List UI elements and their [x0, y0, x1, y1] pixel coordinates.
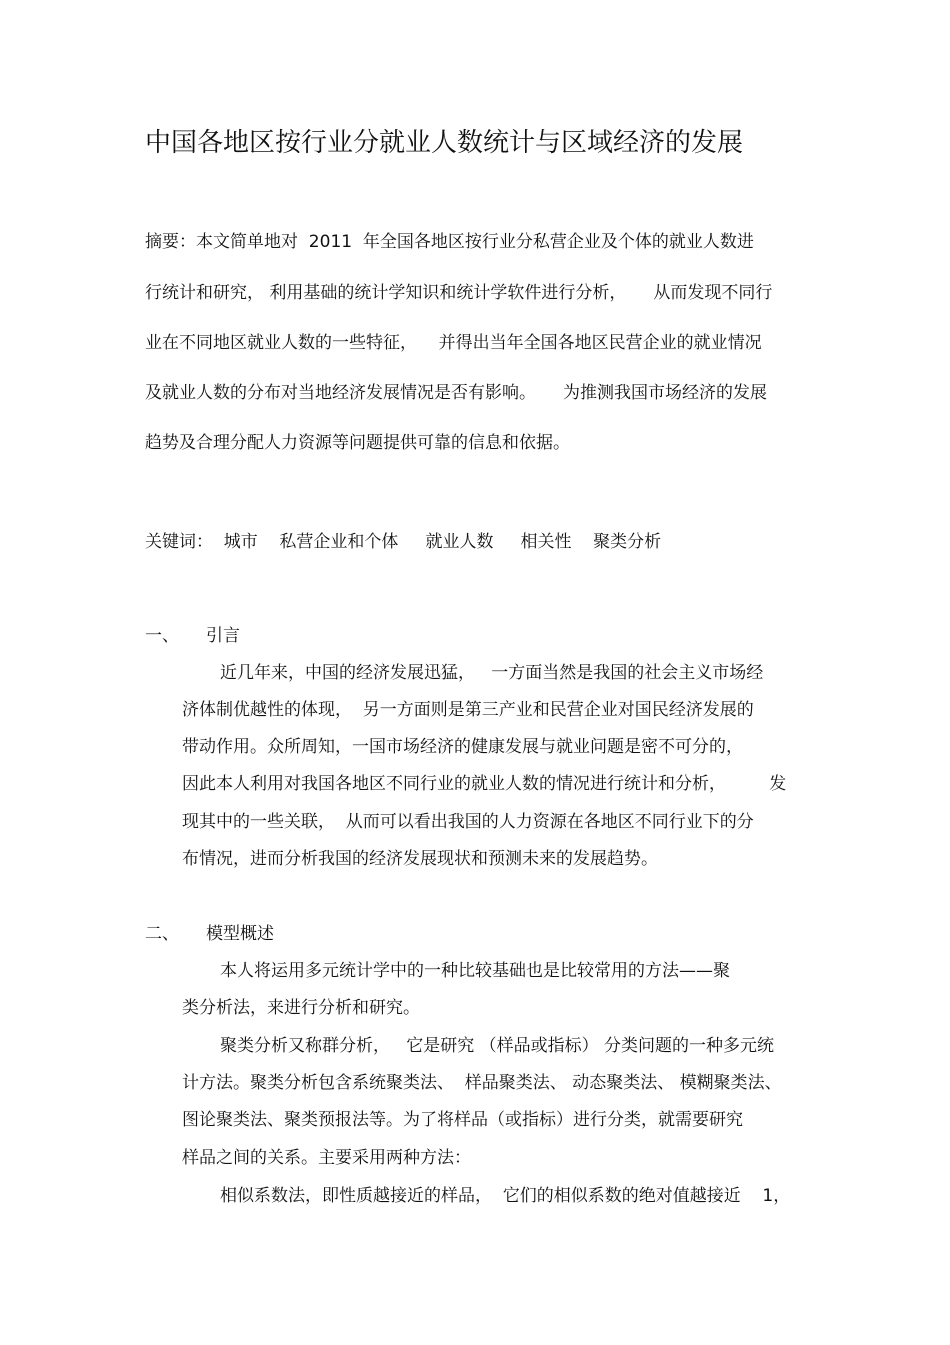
paragraph-line: 聚类分析又称群分析， 它是研究 （样品或指标） 分类问题的一种多元统	[220, 1036, 775, 1056]
paragraph-line: 近几年来，中国的经济发展迅猛， 一方面当然是我国的社会主义市场经	[220, 663, 764, 683]
paragraph-line: 计方法。聚类分析包含系统聚类法、 样品聚类法、 动态聚类法、 模糊聚类法、	[182, 1073, 782, 1093]
paragraph-line: 本人将运用多元统计学中的一种比较基础也是比较常用的方法——聚	[220, 961, 730, 981]
abstract-line: 行统计和研究， 利用基础的统计学知识和统计学软件进行分析， 从而发现不同行	[145, 283, 773, 303]
paper-title: 中国各地区按行业分就业人数统计与区域经济的发展	[145, 128, 744, 158]
paragraph-line: 因此本人利用对我国各地区不同行业的就业人数的情况进行统计和分析， 发	[182, 774, 787, 794]
paragraph-line: 样品之间的关系。主要采用两种方法：	[182, 1148, 471, 1168]
abstract-line: 趋势及合理分配人力资源等问题提供可靠的信息和依据。	[145, 433, 570, 453]
section-heading: 二、 模型概述	[145, 924, 275, 944]
abstract-line: 及就业人数的分布对当地经济发展情况是否有影响。 为推测我国市场经济的发展	[145, 383, 768, 403]
abstract-line: 摘要：本文简单地对 2011 年全国各地区按行业分私营企业及个体的就业人数进	[145, 232, 754, 252]
paragraph-line: 类分析法，来进行分析和研究。	[182, 998, 420, 1018]
paragraph-line: 相似系数法，即性质越接近的样品， 它们的相似系数的绝对值越接近 1，	[220, 1186, 791, 1206]
paragraph-line: 带动作用。众所周知，一国市场经济的健康发展与就业问题是密不可分的，	[182, 737, 743, 757]
keywords: 关键词： 城市 私营企业和个体 就业人数 相关性 聚类分析	[145, 532, 662, 552]
paragraph-line: 济体制优越性的体现， 另一方面则是第三产业和民营企业对国民经济发展的	[182, 700, 754, 720]
paragraph-line: 布情况，进而分析我国的经济发展现状和预测未来的发展趋势。	[182, 849, 658, 869]
abstract-line: 业在不同地区就业人数的一些特征， 并得出当年全国各地区民营企业的就业情况	[145, 333, 762, 353]
section-heading: 一、 引言	[145, 626, 241, 646]
paragraph-line: 图论聚类法、聚类预报法等。为了将样品（或指标）进行分类，就需要研究	[182, 1110, 743, 1130]
paragraph-line: 现其中的一些关联， 从而可以看出我国的人力资源在各地区不同行业下的分	[182, 812, 754, 832]
